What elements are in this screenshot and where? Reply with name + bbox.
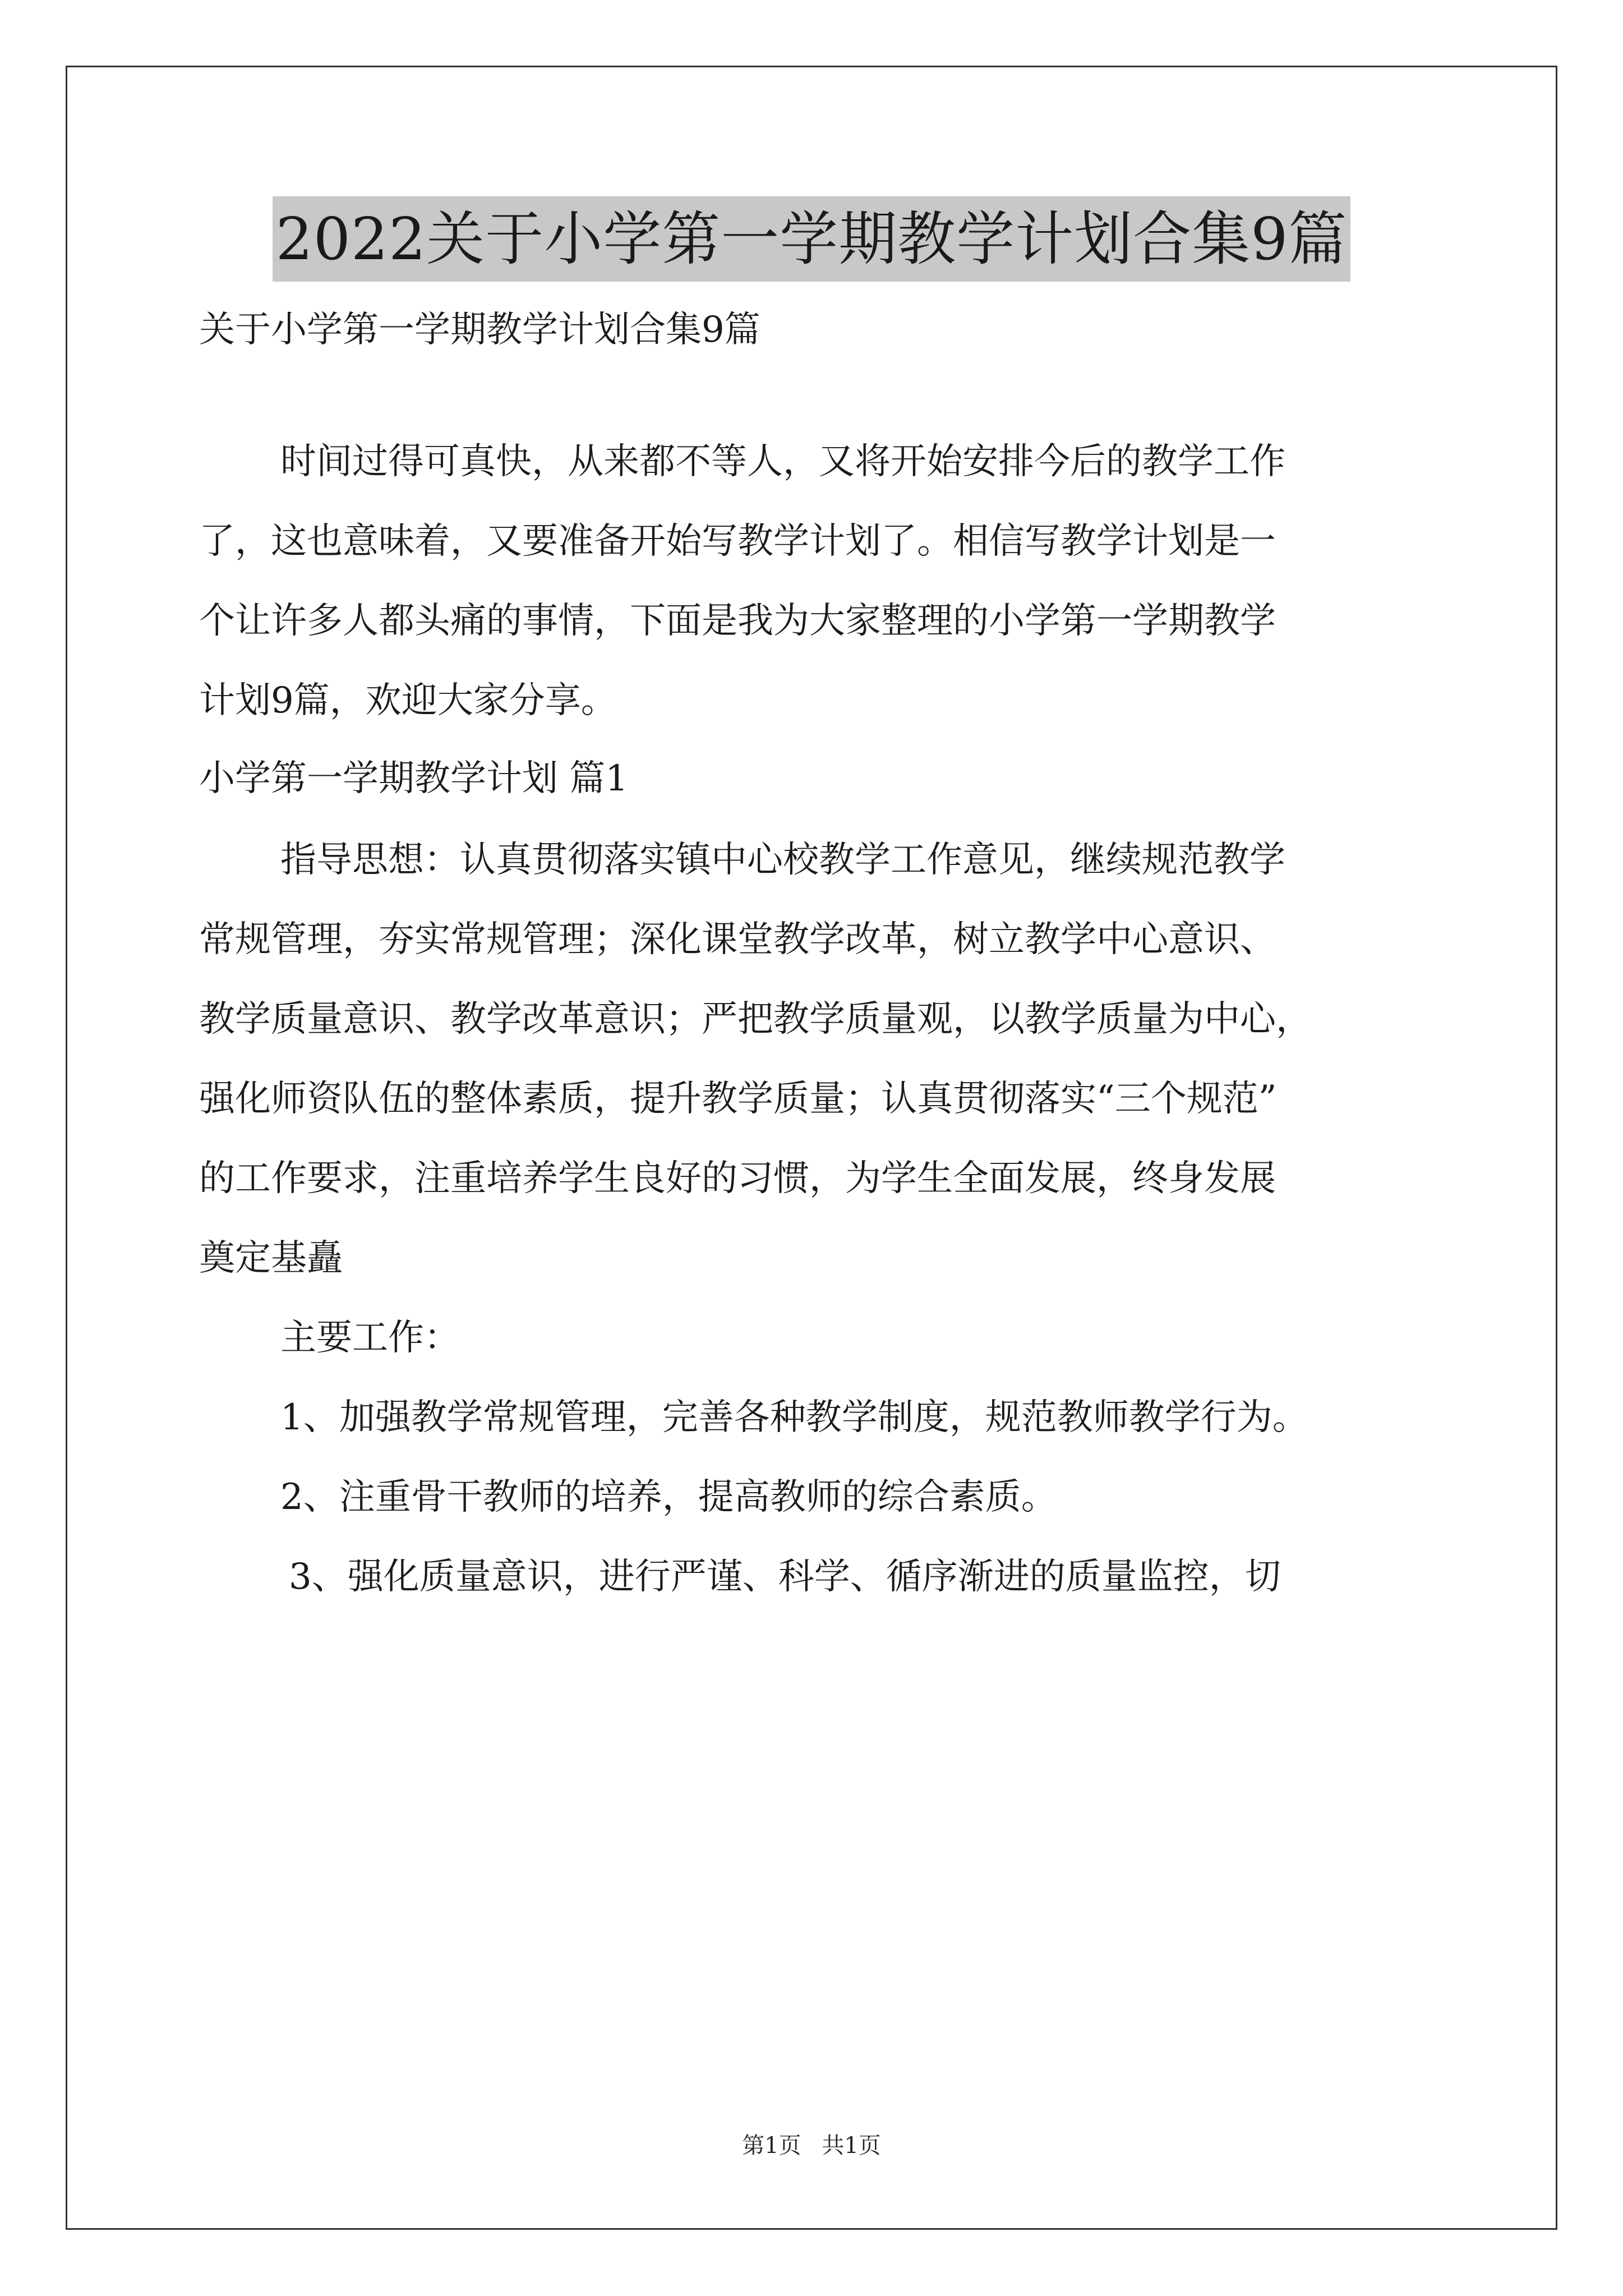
paragraph-line: 强化师资队伍的整体素质，提升教学质量；认真贯彻落实“三个规范” (199, 1078, 1277, 1120)
paragraph-line: 主要工作： (280, 1317, 460, 1359)
page-total: 共1页 (822, 2133, 881, 2159)
title-wrap (0, 196, 1623, 282)
list-item: 2、注重骨干教师的培养，提高教师的综合素质。 (280, 1476, 1057, 1518)
paragraph-line: 了，这也意味着，又要准备开始写教学计划了。相信写教学计划是一 (199, 521, 1276, 562)
paragraph-line: 计划9篇，欢迎大家分享。 (199, 680, 617, 721)
list-item: 3、强化质量意识，进行严谨、科学、循序渐进的质量监控，切 (289, 1556, 1281, 1598)
document-title: 2022关于小学第一学期教学计划合集9篇 (273, 196, 1351, 282)
paragraph-line: 个让许多人都头痛的事情，下面是我为大家整理的小学第一学期教学 (199, 600, 1276, 642)
paragraph-line: 指导思想：认真贯彻落实镇中心校教学工作意见，继续规范教学 (280, 839, 1285, 881)
page-number: 第1页 (742, 2133, 801, 2159)
page-footer (0, 2132, 1623, 2160)
paragraph-line: 时间过得可真快，从来都不等人，又将开始安排今后的教学工作 (280, 441, 1285, 482)
paragraph-line: 常规管理，夯实常规管理；深化课堂教学改革，树立教学中心意识、 (199, 919, 1276, 960)
paragraph-line: 教学质量意识、教学改革意识；严把教学质量观，以教学质量为中心， (199, 999, 1312, 1040)
list-item: 1、加强教学常规管理，完善各种教学制度，规范教师教学行为。 (280, 1397, 1308, 1438)
subtitle-line: 关于小学第一学期教学计划合集9篇 (199, 309, 760, 351)
page-border (66, 66, 1557, 2230)
paragraph-line: 的工作要求，注重培养学生良好的习惯，为学生全面发展，终身发展 (199, 1158, 1276, 1199)
paragraph-line: 奠定基矗 (199, 1237, 343, 1279)
section-heading: 小学第一学期教学计划 篇1 (199, 758, 629, 799)
